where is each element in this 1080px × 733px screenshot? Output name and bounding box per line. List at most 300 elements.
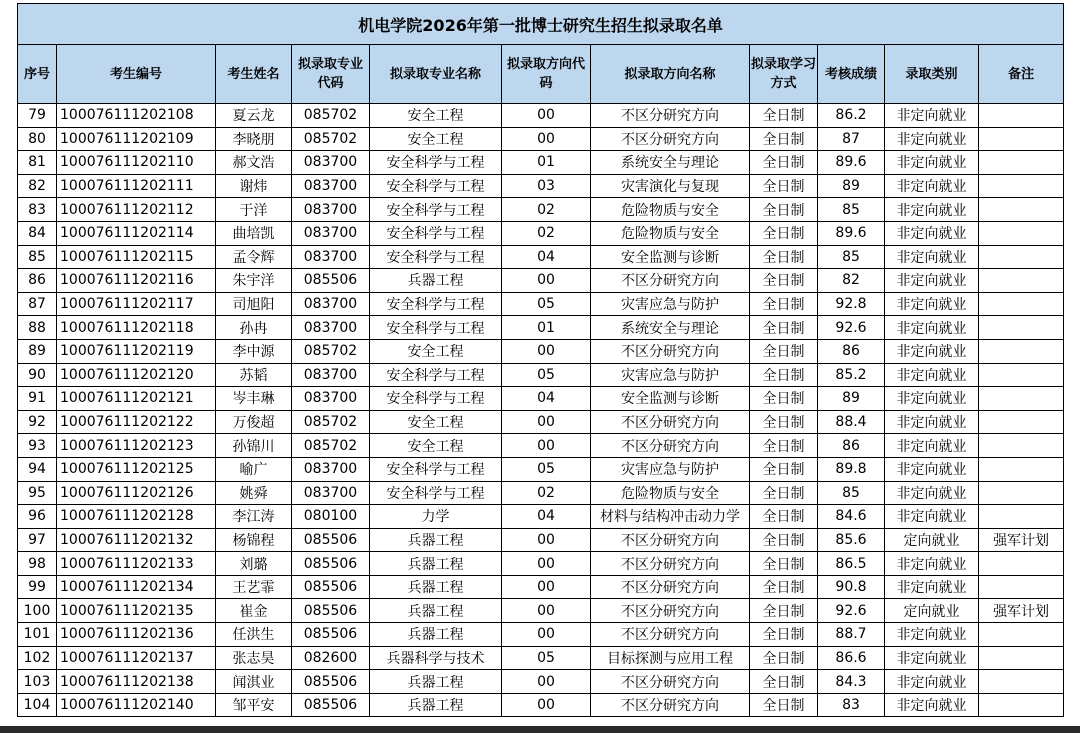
cell-major-name: 兵器工程 [370,575,502,599]
header-direction-name: 拟录取方向名称 [591,45,750,104]
cell-index: 87 [18,292,57,316]
cell-score: 89 [818,174,885,198]
cell-direction-code: 00 [502,575,591,599]
cell-direction-name: 灾害应急与防护 [591,457,750,481]
cell-major-code: 085506 [292,528,370,552]
cell-remarks [979,292,1064,316]
cell-direction-code: 01 [502,151,591,175]
cell-major-code: 083700 [292,151,370,175]
cell-major-code: 083700 [292,174,370,198]
cell-index: 100 [18,599,57,623]
cell-candidate-id: 100076111202108 [57,104,216,128]
cell-index: 83 [18,198,57,222]
cell-admission-type: 非定向就业 [885,221,979,245]
cell-index: 89 [18,339,57,363]
header-row [18,45,1064,104]
cell-admission-type: 非定向就业 [885,410,979,434]
cell-score: 85.2 [818,363,885,387]
cell-direction-code: 01 [502,316,591,340]
cell-direction-name: 灾害应急与防护 [591,363,750,387]
cell-remarks [979,481,1064,505]
cell-study-mode: 全日制 [750,316,818,340]
cell-index: 99 [18,575,57,599]
cell-direction-code: 02 [502,198,591,222]
cell-remarks [979,387,1064,411]
cell-direction-name: 危险物质与安全 [591,221,750,245]
cell-study-mode: 全日制 [750,528,818,552]
cell-index: 92 [18,410,57,434]
table-body [18,104,1064,717]
cell-candidate-name: 谢炜 [216,174,292,198]
cell-candidate-name: 于洋 [216,198,292,222]
cell-index: 98 [18,552,57,576]
cell-candidate-id: 100076111202121 [57,387,216,411]
cell-admission-type: 定向就业 [885,528,979,552]
cell-candidate-id: 100076111202140 [57,693,216,717]
cell-major-code: 083700 [292,316,370,340]
cell-score: 89.6 [818,151,885,175]
cell-candidate-id: 100076111202115 [57,245,216,269]
table-row [18,151,1064,175]
cell-direction-name: 不区分研究方向 [591,127,750,151]
cell-score: 89 [818,387,885,411]
cell-major-code: 085506 [292,623,370,647]
cell-major-name: 安全科学与工程 [370,363,502,387]
table-row [18,599,1064,623]
table-row [18,623,1064,647]
cell-index: 93 [18,434,57,458]
cell-index: 82 [18,174,57,198]
cell-remarks [979,552,1064,576]
cell-index: 104 [18,693,57,717]
cell-admission-type: 非定向就业 [885,481,979,505]
cell-score: 86 [818,434,885,458]
cell-index: 90 [18,363,57,387]
table-row [18,245,1064,269]
table-row [18,104,1064,128]
cell-remarks [979,670,1064,694]
cell-direction-code: 00 [502,269,591,293]
cell-direction-name: 不区分研究方向 [591,552,750,576]
cell-admission-type: 非定向就业 [885,457,979,481]
cell-direction-code: 00 [502,104,591,128]
cell-remarks [979,646,1064,670]
cell-major-name: 兵器科学与技术 [370,646,502,670]
cell-remarks [979,151,1064,175]
cell-direction-code: 04 [502,387,591,411]
cell-candidate-id: 100076111202134 [57,575,216,599]
cell-direction-name: 不区分研究方向 [591,575,750,599]
cell-admission-type: 非定向就业 [885,292,979,316]
cell-direction-code: 05 [502,646,591,670]
cell-major-name: 兵器工程 [370,670,502,694]
cell-index: 85 [18,245,57,269]
cell-candidate-name: 司旭阳 [216,292,292,316]
cell-direction-code: 00 [502,552,591,576]
cell-admission-type: 非定向就业 [885,552,979,576]
cell-score: 85 [818,245,885,269]
cell-candidate-name: 岑丰琳 [216,387,292,411]
cell-score: 92.6 [818,599,885,623]
cell-major-code: 085506 [292,599,370,623]
cell-candidate-name: 姚舜 [216,481,292,505]
cell-major-code: 085702 [292,339,370,363]
cell-score: 85 [818,198,885,222]
cell-remarks [979,104,1064,128]
cell-admission-type: 非定向就业 [885,104,979,128]
cell-direction-name: 不区分研究方向 [591,528,750,552]
cell-score: 88.7 [818,623,885,647]
cell-study-mode: 全日制 [750,693,818,717]
cell-admission-type: 非定向就业 [885,693,979,717]
cell-remarks [979,434,1064,458]
cell-direction-name: 不区分研究方向 [591,623,750,647]
table-row [18,127,1064,151]
cell-major-code: 083700 [292,198,370,222]
cell-direction-name: 系统安全与理论 [591,316,750,340]
table-row [18,174,1064,198]
cell-study-mode: 全日制 [750,221,818,245]
cell-admission-type: 非定向就业 [885,174,979,198]
cell-study-mode: 全日制 [750,434,818,458]
cell-direction-name: 安全监测与诊断 [591,387,750,411]
header-major-name: 拟录取专业名称 [370,45,502,104]
table-row [18,316,1064,340]
cell-score: 85.6 [818,528,885,552]
cell-major-code: 083700 [292,245,370,269]
cell-candidate-id: 100076111202137 [57,646,216,670]
cell-major-name: 安全科学与工程 [370,481,502,505]
cell-major-code: 083700 [292,292,370,316]
cell-major-code: 085702 [292,434,370,458]
cell-candidate-id: 100076111202138 [57,670,216,694]
bottom-edge-bar [0,726,1080,733]
cell-index: 79 [18,104,57,128]
cell-major-name: 安全科学与工程 [370,245,502,269]
cell-admission-type: 非定向就业 [885,127,979,151]
cell-study-mode: 全日制 [750,623,818,647]
cell-candidate-name: 闻淇业 [216,670,292,694]
cell-direction-name: 不区分研究方向 [591,339,750,363]
cell-candidate-id: 100076111202111 [57,174,216,198]
header-score: 考核成绩 [818,45,885,104]
cell-candidate-id: 100076111202133 [57,552,216,576]
cell-index: 103 [18,670,57,694]
cell-candidate-id: 100076111202128 [57,505,216,529]
cell-direction-name: 灾害演化与复现 [591,174,750,198]
header-index: 序号 [18,45,57,104]
cell-admission-type: 非定向就业 [885,269,979,293]
cell-remarks [979,174,1064,198]
cell-score: 88.4 [818,410,885,434]
cell-score: 90.8 [818,575,885,599]
cell-study-mode: 全日制 [750,339,818,363]
cell-study-mode: 全日制 [750,575,818,599]
cell-admission-type: 非定向就业 [885,646,979,670]
cell-direction-name: 不区分研究方向 [591,434,750,458]
cell-study-mode: 全日制 [750,505,818,529]
cell-direction-name: 灾害应急与防护 [591,292,750,316]
header-remarks: 备注 [979,45,1064,104]
cell-index: 88 [18,316,57,340]
cell-candidate-id: 100076111202117 [57,292,216,316]
table-row [18,269,1064,293]
header-study-mode: 拟录取学习方式 [750,45,818,104]
cell-candidate-id: 100076111202116 [57,269,216,293]
cell-candidate-id: 100076111202126 [57,481,216,505]
cell-candidate-name: 刘璐 [216,552,292,576]
cell-direction-name: 不区分研究方向 [591,410,750,434]
header-candidate-name: 考生姓名 [216,45,292,104]
cell-remarks [979,269,1064,293]
cell-candidate-name: 张志昊 [216,646,292,670]
table-row [18,670,1064,694]
cell-candidate-name: 孟令辉 [216,245,292,269]
cell-candidate-name: 苏韬 [216,363,292,387]
cell-major-name: 安全科学与工程 [370,387,502,411]
cell-candidate-name: 李中源 [216,339,292,363]
cell-direction-code: 00 [502,528,591,552]
table-row [18,198,1064,222]
cell-score: 87 [818,127,885,151]
table-row [18,434,1064,458]
cell-candidate-name: 曲培凯 [216,221,292,245]
cell-candidate-name: 邹平安 [216,693,292,717]
table-row [18,339,1064,363]
cell-major-name: 安全工程 [370,104,502,128]
cell-candidate-name: 郝文浩 [216,151,292,175]
cell-major-name: 兵器工程 [370,552,502,576]
cell-candidate-name: 万俊超 [216,410,292,434]
cell-study-mode: 全日制 [750,387,818,411]
cell-direction-name: 目标探测与应用工程 [591,646,750,670]
cell-major-code: 085506 [292,269,370,293]
cell-candidate-id: 100076111202109 [57,127,216,151]
cell-candidate-name: 夏云龙 [216,104,292,128]
table-row [18,646,1064,670]
header-admission-type: 录取类别 [885,45,979,104]
cell-remarks: 强军计划 [979,528,1064,552]
table-row [18,528,1064,552]
cell-score: 86.2 [818,104,885,128]
cell-candidate-name: 孙冉 [216,316,292,340]
cell-score: 89.8 [818,457,885,481]
cell-remarks [979,339,1064,363]
cell-index: 81 [18,151,57,175]
cell-major-name: 安全科学与工程 [370,174,502,198]
header-direction-code: 拟录取方向代码 [502,45,591,104]
cell-candidate-id: 100076111202122 [57,410,216,434]
cell-direction-name: 危险物质与安全 [591,198,750,222]
table-row [18,363,1064,387]
cell-candidate-id: 100076111202132 [57,528,216,552]
cell-direction-code: 00 [502,339,591,363]
cell-admission-type: 非定向就业 [885,316,979,340]
cell-direction-name: 材料与结构冲击动力学 [591,505,750,529]
cell-direction-name: 不区分研究方向 [591,670,750,694]
cell-candidate-name: 喻广 [216,457,292,481]
cell-admission-type: 非定向就业 [885,151,979,175]
cell-admission-type: 非定向就业 [885,245,979,269]
cell-score: 86 [818,339,885,363]
cell-remarks [979,127,1064,151]
cell-direction-name: 危险物质与安全 [591,481,750,505]
cell-study-mode: 全日制 [750,104,818,128]
cell-major-name: 安全科学与工程 [370,316,502,340]
cell-direction-code: 00 [502,410,591,434]
cell-index: 86 [18,269,57,293]
cell-admission-type: 定向就业 [885,599,979,623]
cell-admission-type: 非定向就业 [885,339,979,363]
cell-direction-name: 不区分研究方向 [591,104,750,128]
cell-study-mode: 全日制 [750,174,818,198]
cell-candidate-id: 100076111202135 [57,599,216,623]
cell-candidate-id: 100076111202119 [57,339,216,363]
cell-major-name: 兵器工程 [370,623,502,647]
cell-major-code: 085702 [292,410,370,434]
cell-admission-type: 非定向就业 [885,198,979,222]
cell-study-mode: 全日制 [750,552,818,576]
cell-study-mode: 全日制 [750,151,818,175]
cell-direction-code: 04 [502,505,591,529]
cell-study-mode: 全日制 [750,481,818,505]
cell-study-mode: 全日制 [750,269,818,293]
cell-score: 86.5 [818,552,885,576]
cell-score: 85 [818,481,885,505]
cell-major-code: 085506 [292,693,370,717]
cell-direction-code: 00 [502,599,591,623]
cell-index: 80 [18,127,57,151]
table-row [18,410,1064,434]
table-title: 机电学院2026年第一批博士研究生招生拟录取名单 [18,4,1064,45]
cell-study-mode: 全日制 [750,599,818,623]
cell-direction-name: 不区分研究方向 [591,269,750,293]
cell-remarks [979,221,1064,245]
cell-index: 91 [18,387,57,411]
cell-major-name: 安全科学与工程 [370,221,502,245]
cell-study-mode: 全日制 [750,363,818,387]
cell-major-name: 安全工程 [370,339,502,363]
cell-candidate-name: 王艺霏 [216,575,292,599]
cell-index: 96 [18,505,57,529]
cell-direction-name: 安全监测与诊断 [591,245,750,269]
cell-direction-code: 02 [502,221,591,245]
cell-admission-type: 非定向就业 [885,670,979,694]
cell-candidate-id: 100076111202110 [57,151,216,175]
table-row [18,481,1064,505]
cell-direction-code: 00 [502,670,591,694]
cell-remarks [979,693,1064,717]
cell-score: 82 [818,269,885,293]
cell-score: 86.6 [818,646,885,670]
cell-major-name: 安全科学与工程 [370,151,502,175]
cell-major-name: 安全工程 [370,434,502,458]
cell-score: 92.8 [818,292,885,316]
admission-table [17,3,1064,717]
cell-candidate-name: 任洪生 [216,623,292,647]
cell-major-name: 兵器工程 [370,599,502,623]
cell-admission-type: 非定向就业 [885,623,979,647]
cell-major-code: 085702 [292,127,370,151]
cell-candidate-id: 100076111202123 [57,434,216,458]
table-row [18,221,1064,245]
table-row [18,575,1064,599]
cell-major-name: 安全科学与工程 [370,198,502,222]
cell-study-mode: 全日制 [750,457,818,481]
cell-candidate-name: 崔金 [216,599,292,623]
table-row [18,457,1064,481]
cell-candidate-id: 100076111202120 [57,363,216,387]
cell-candidate-name: 孙锦川 [216,434,292,458]
cell-major-code: 085506 [292,670,370,694]
cell-study-mode: 全日制 [750,292,818,316]
table-row [18,505,1064,529]
cell-remarks: 强军计划 [979,599,1064,623]
cell-score: 84.3 [818,670,885,694]
header-candidate-id: 考生编号 [57,45,216,104]
cell-index: 101 [18,623,57,647]
cell-major-name: 兵器工程 [370,528,502,552]
cell-score: 92.6 [818,316,885,340]
cell-index: 95 [18,481,57,505]
cell-study-mode: 全日制 [750,245,818,269]
cell-score: 84.6 [818,505,885,529]
cell-candidate-id: 100076111202118 [57,316,216,340]
cell-admission-type: 非定向就业 [885,505,979,529]
cell-major-code: 085506 [292,552,370,576]
cell-major-code: 082600 [292,646,370,670]
cell-index: 94 [18,457,57,481]
admission-list-sheet [17,3,1063,717]
cell-direction-code: 00 [502,693,591,717]
cell-major-code: 080100 [292,505,370,529]
cell-direction-code: 05 [502,363,591,387]
cell-admission-type: 非定向就业 [885,363,979,387]
cell-study-mode: 全日制 [750,670,818,694]
cell-admission-type: 非定向就业 [885,575,979,599]
cell-remarks [979,198,1064,222]
table-row [18,552,1064,576]
cell-remarks [979,363,1064,387]
cell-candidate-id: 100076111202114 [57,221,216,245]
cell-remarks [979,410,1064,434]
cell-remarks [979,623,1064,647]
cell-remarks [979,575,1064,599]
cell-major-code: 083700 [292,363,370,387]
cell-study-mode: 全日制 [750,127,818,151]
cell-score: 83 [818,693,885,717]
header-major-code: 拟录取专业代码 [292,45,370,104]
cell-direction-code: 00 [502,623,591,647]
cell-direction-name: 不区分研究方向 [591,599,750,623]
cell-major-name: 兵器工程 [370,693,502,717]
cell-major-name: 安全工程 [370,410,502,434]
cell-major-code: 083700 [292,221,370,245]
cell-major-code: 083700 [292,387,370,411]
cell-major-code: 085506 [292,575,370,599]
table-row [18,387,1064,411]
cell-candidate-id: 100076111202112 [57,198,216,222]
cell-major-code: 085702 [292,104,370,128]
cell-direction-code: 00 [502,434,591,458]
cell-major-name: 安全科学与工程 [370,457,502,481]
cell-major-code: 083700 [292,481,370,505]
cell-candidate-name: 李江涛 [216,505,292,529]
cell-major-name: 力学 [370,505,502,529]
cell-direction-code: 02 [502,481,591,505]
cell-index: 97 [18,528,57,552]
cell-study-mode: 全日制 [750,198,818,222]
